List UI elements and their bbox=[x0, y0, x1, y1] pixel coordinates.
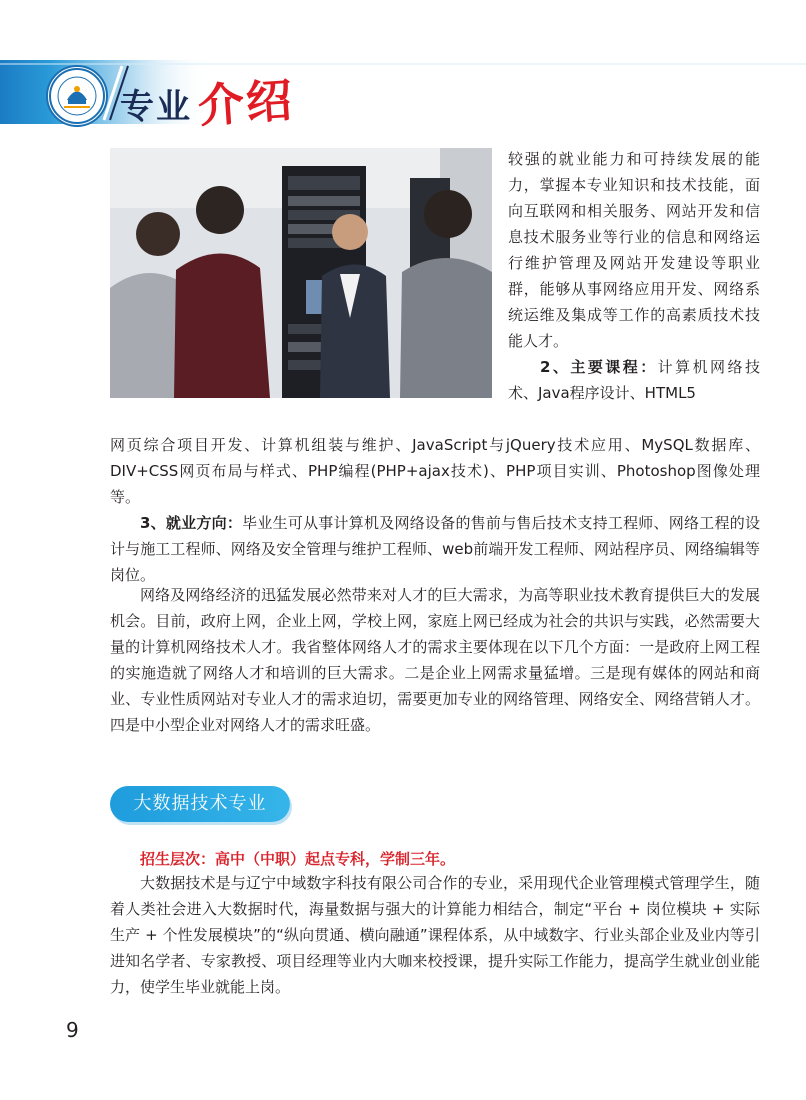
demand-paragraph: 网络及网络经济的迅猛发展必然带来对人才的巨大需求，为高等职业技术教育提供巨大的发展机会。目前，政府上网，企业上网，学校上网，家庭上网已经成为社会的共识与实践，必然需要大量的计算机网络技术人才。我省整体网络人才的需求主要体现在以下几个方面：一是政府上网工程的实施造就了网络人才和培训的巨大需求。二是企业上网需求量猛增。三是现有媒体的网站和商业、专业性质网站对专业人才的需求迫切，需要更加专业的网络管理、网络安全、网络营销人才。四是中小型企业对网络人才的需求旺盛。 bbox=[110, 586, 760, 734]
employment-paragraph bbox=[110, 510, 760, 588]
big-data-description: 大数据技术是与辽宁中域数字科技有限公司合作的专业，采用现代企业管理模式管理学生，随着人类社会进入大数据时代，海量数据与强大的计算能力相结合，制定“平台 + 岗位模块 + 实际生产 + 个性发展模块”的“纵向贯通、横向融通”课程体系，从中域数字、行业头部企业及业内等引进知名学者、专家教授、项目经理等业内大咖来校授课，提升实际工作能力，提高学生就业创业能力，使学生毕业就能上岗。 bbox=[110, 874, 760, 996]
admission-info: 招生层次：高中（中职）起点专科，学制三年。 bbox=[140, 850, 456, 868]
big-data-description-block bbox=[110, 870, 760, 1000]
courses-start: 计算机网络技术、Java程序设计、HTML5 bbox=[508, 358, 760, 402]
page-number: 9 bbox=[66, 1018, 79, 1042]
demand-block bbox=[110, 582, 760, 738]
classroom-photo bbox=[110, 148, 492, 398]
admission-block bbox=[110, 846, 760, 872]
employment-text: 毕业生可从事计算机及网络设备的售前与售后技术支持工程师、网络工程的设计与施工工程师、网络及安全管理与维护工程师、web前端开发工程师、网站程序员、网络编辑等岗位。 bbox=[110, 514, 760, 584]
college-logo bbox=[46, 65, 108, 127]
intro-side-column bbox=[508, 146, 760, 406]
header-title-part2: 介绍 bbox=[196, 72, 296, 134]
intro-continued: 较强的就业能力和可持续发展的能力，掌握本专业知识和技术技能，面向互联网和相关服务、网站开发和信息技术服务业等行业的信息和网络运行维护管理及网站开发建设等职业群，能够从事网络应用开发、网络系统运维及集成等工作的高素质技术技能人才。 bbox=[508, 150, 760, 350]
employment-label: 3、就业方向： bbox=[140, 514, 243, 532]
courses-heading-line bbox=[508, 354, 760, 406]
employment-block bbox=[110, 510, 760, 588]
header-title-part1: 专业 bbox=[120, 87, 192, 127]
courses-label: 2、主要课程： bbox=[540, 358, 658, 376]
courses-continued-block bbox=[110, 432, 760, 510]
courses-continued: 网页综合项目开发、计算机组装与维护、JavaScript与jQuery技术应用、MySQL数据库、DIV+CSS网页布局与样式、PHP编程(PHP+ajax技术)、PHP项目实训、Photoshop图像处理等。 bbox=[110, 436, 760, 506]
section-title-big-data: 大数据技术专业 bbox=[110, 786, 290, 822]
page-header-title bbox=[120, 70, 296, 134]
